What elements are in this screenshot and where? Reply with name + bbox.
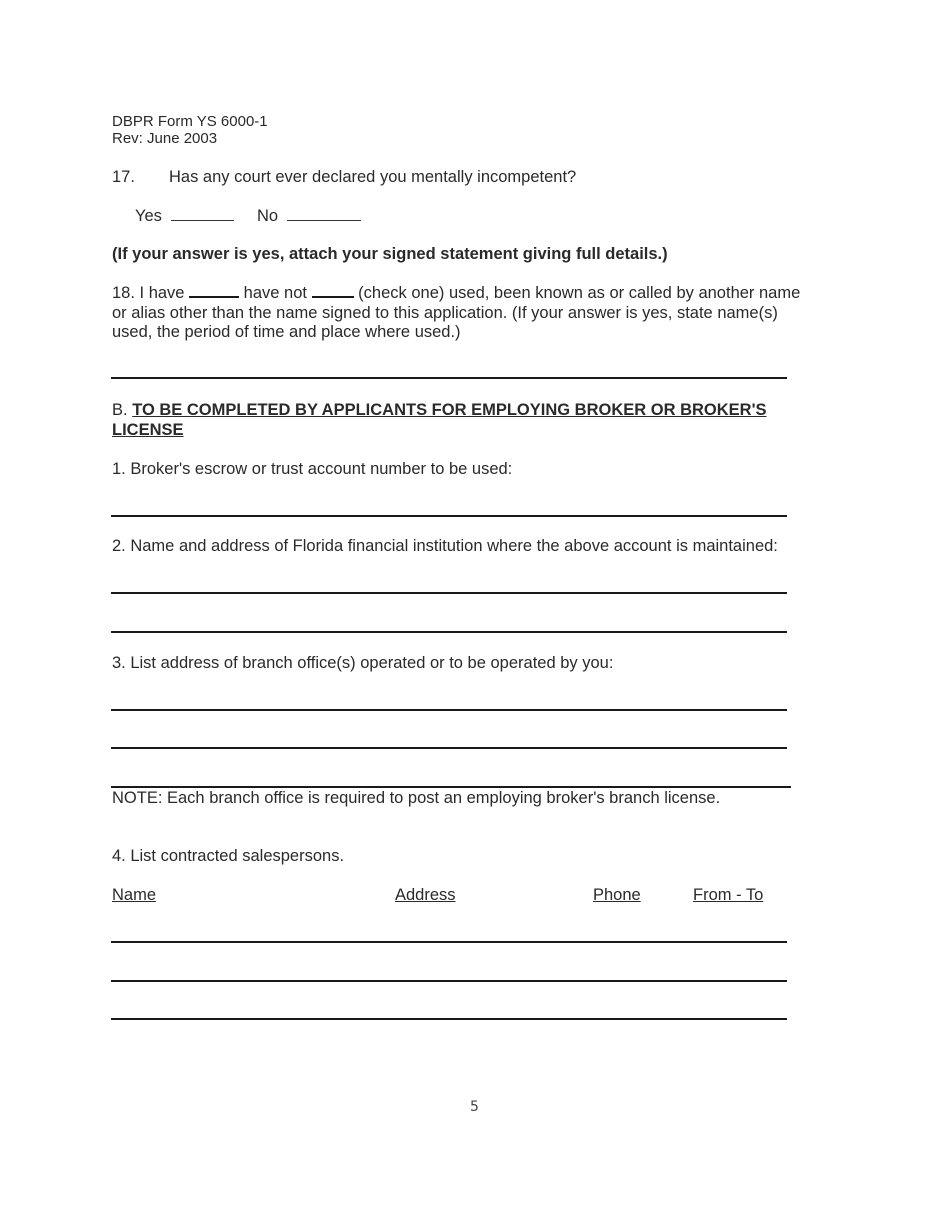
branch-note: NOTE: Each branch office is required to post an employing broker's branch license. [112,789,721,807]
q17-yes-option [135,207,234,226]
column-header-address: Address [395,886,456,904]
q17-question: Has any court ever declared you mentally incompetent? [169,168,577,186]
institution-line-2[interactable] [111,631,787,633]
q18-text-have-not: have not [243,284,307,302]
q18-line-3: used, the period of time and place where used.) [112,323,461,341]
revision-date: Rev: June 2003 [112,130,218,147]
item-3-label: 3. List address of branch office(s) operated or to be operated by you: [112,654,614,672]
branch-office-line-1[interactable] [111,709,787,711]
column-header-from-to: From - To [693,886,764,904]
column-header-name: Name [112,886,157,904]
section-b-letter: B. [112,401,128,419]
q17-instruction: (If your answer is yes, attach your signed statement giving full details.) [112,245,668,263]
section-b-title: TO BE COMPLETED BY APPLICANTS FOR EMPLOYING BROKER OR BROKER'S [132,401,767,419]
section-b-title-line-1 [112,401,812,421]
branch-office-line-3[interactable] [111,786,791,788]
q17-yes-blank[interactable] [171,219,234,221]
salesperson-row-line-1[interactable] [111,941,787,943]
branch-office-line-2[interactable] [111,747,787,749]
salesperson-row-line-2[interactable] [111,980,787,982]
section-b-heading [112,401,812,440]
q18-have-not-blank[interactable] [312,295,354,298]
q18-text-rest: (check one) used, been known as or called by another name [358,284,801,302]
page-number: 5 [470,1099,479,1115]
q18-line-2: or alias other than the name signed to this application. (If your answer is yes, state name(s) [112,303,778,322]
q18-text-have: 18. I have [112,284,185,302]
q17-no-option [257,207,361,226]
section-b-title-line-2: LICENSE [112,420,184,439]
column-header-phone: Phone [593,886,641,904]
q17-no-blank[interactable] [287,219,361,221]
q18-answer-line[interactable] [111,377,787,379]
q17-number: 17. [112,168,135,186]
q18-paragraph [112,284,832,343]
item-4-label: 4. List contracted salespersons. [112,847,345,865]
q17-yes-label: Yes [135,207,162,225]
institution-line-1[interactable] [111,592,787,594]
q18-line-1 [112,284,832,304]
form-id: DBPR Form YS 6000-1 [112,113,268,130]
item-2-label: 2. Name and address of Florida financial institution where the above account is maintained: [112,537,778,555]
item-1-label: 1. Broker's escrow or trust account number to be used: [112,460,513,478]
salesperson-row-line-3[interactable] [111,1018,787,1020]
escrow-account-line[interactable] [111,515,787,517]
q18-have-blank[interactable] [189,295,239,298]
q17-no-label: No [257,207,279,225]
